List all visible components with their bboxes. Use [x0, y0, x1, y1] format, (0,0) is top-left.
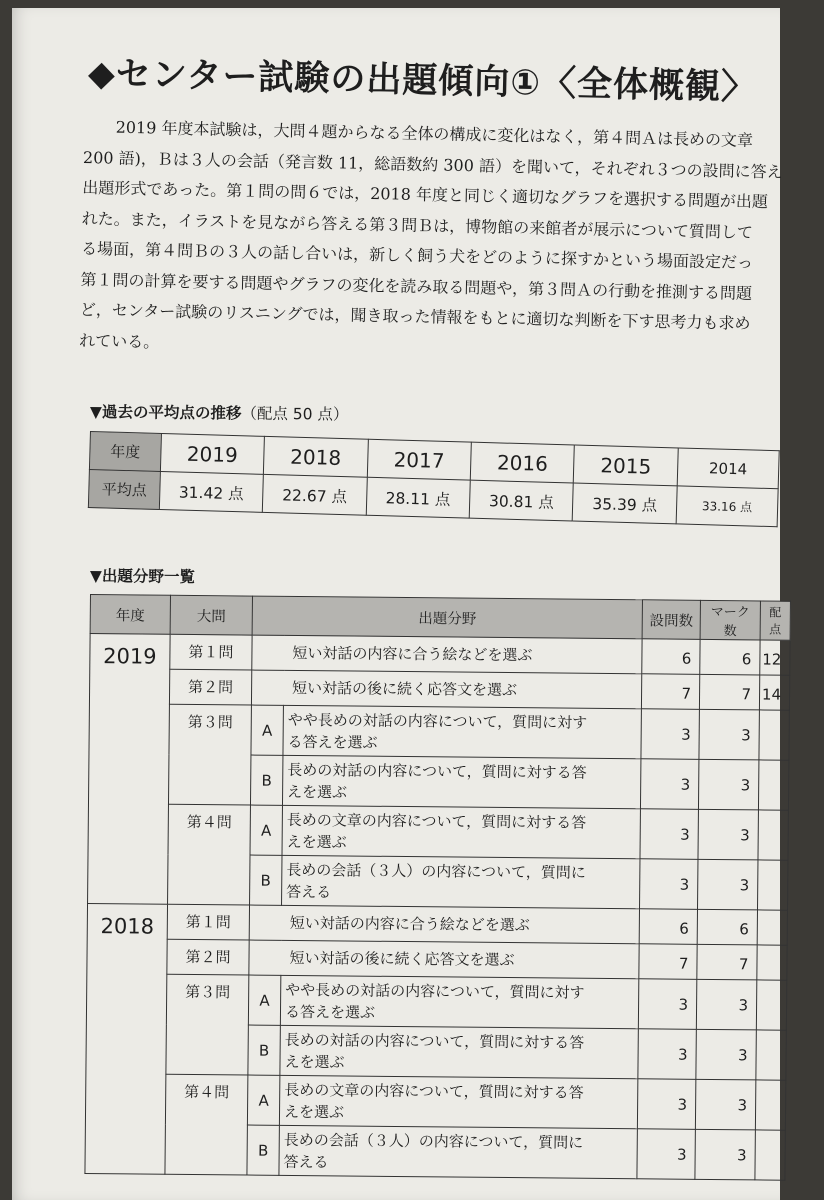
part-cell: A [247, 1075, 279, 1125]
points-cell: 12 [760, 640, 790, 675]
part-cell: B [247, 1125, 279, 1175]
field-description-cell [282, 855, 640, 908]
major-question-cell: 第２問 [167, 939, 249, 975]
avg-year-cell: 2016 [470, 442, 574, 483]
field-description-cell [252, 635, 642, 674]
fields-table [84, 594, 791, 1181]
avg-score-cell: 31.42 点 [159, 471, 263, 512]
points-cell [758, 760, 788, 810]
avg-score-table [88, 431, 780, 527]
field-description-line: えを選ぶ [286, 832, 347, 851]
major-question-cell: 第２問 [169, 669, 251, 705]
avg-score-cell: 28.11 点 [366, 477, 470, 518]
intro-line: れている。 [79, 330, 160, 352]
avg-year-cell: 2014 [677, 448, 779, 489]
table-row [86, 973, 786, 1030]
header-year: 年度 [90, 595, 170, 635]
part-cell: B [248, 1025, 280, 1075]
major-question-cell: 第１問 [170, 634, 252, 670]
field-description-line: る答えを選ぶ [284, 1002, 376, 1022]
avg-year-cell: 2018 [263, 436, 367, 477]
intro-line: 200 語)，Ｂは３人の会話（発言数 11，総語数約 300 語）を聞いて，それぞれ３つの設問に答え [82, 147, 783, 182]
count-cell: 6 [642, 639, 700, 675]
header-mark: マーク数 [700, 600, 760, 640]
avg-score-label: 平均点 [88, 469, 160, 509]
field-description-line: 長めの対話の内容について，質問に対する答 [284, 1030, 585, 1052]
fields-header-row [90, 595, 790, 641]
header-field: 出題分野 [252, 596, 642, 639]
field-description-cell [279, 1125, 637, 1178]
count-cell: 6 [639, 909, 697, 945]
mark-cell: 3 [696, 979, 756, 1030]
mark-cell: 3 [695, 1129, 755, 1180]
points-cell: 14 [759, 675, 789, 710]
field-description-cell [279, 1075, 637, 1128]
field-description-line: 長めの対話の内容について，質問に対する答 [287, 760, 587, 782]
major-question-cell: 第３問 [166, 974, 249, 1075]
points-cell [757, 945, 787, 980]
mark-cell: 7 [699, 674, 759, 710]
field-description-line: えを選ぶ [284, 1052, 345, 1071]
field-description-cell [280, 1025, 638, 1078]
major-question-cell: 第１問 [167, 904, 249, 940]
avg-year-cell: 2017 [367, 439, 471, 480]
header-major: 大問 [170, 595, 252, 635]
avg-score-cell: 33.16 点 [676, 486, 778, 527]
count-cell: 7 [641, 674, 699, 710]
mark-cell: 3 [698, 859, 758, 910]
field-description-cell [280, 975, 638, 1028]
mark-cell: 7 [697, 944, 757, 980]
avg-score-cell: 30.81 点 [469, 480, 573, 521]
intro-line: 出題形式であった。第１問の問６では，2018 年度と同じく適切なグラフを選択する問題が出題 [82, 177, 769, 212]
mark-cell: 6 [700, 639, 760, 675]
count-cell: 3 [640, 759, 698, 810]
header-count: 設問数 [642, 600, 700, 640]
count-cell: 3 [637, 1129, 695, 1180]
points-cell [755, 1130, 785, 1180]
mark-cell: 3 [698, 809, 758, 860]
field-description-line: 短い対話の後に続く応答文を選ぶ [289, 948, 515, 970]
field-description-line: 答える [283, 1152, 329, 1171]
major-question-cell: 第４問 [165, 1074, 248, 1175]
field-description-line: 長めの文章の内容について，質問に対する答 [286, 810, 587, 832]
fields-heading: ▼出題分野一覧 [89, 567, 195, 587]
field-description-line: る答えを選ぶ [287, 732, 378, 752]
field-description-line: やや長めの対話の内容について，質問に対す [285, 980, 585, 1002]
part-cell: B [250, 855, 282, 905]
field-description-cell [251, 670, 641, 709]
field-description-cell [283, 705, 641, 758]
field-description-line: 短い対話の内容に合う絵などを選ぶ [292, 643, 533, 665]
table-row [85, 1073, 785, 1130]
points-cell [755, 1080, 785, 1130]
intro-line: 第１問の計算を要する問題やグラフの変化を読み取る問題や，第３問Ａの行動を推測する問題 [80, 269, 753, 303]
points-cell [758, 810, 788, 860]
count-cell: 3 [640, 859, 698, 910]
field-description-line: 長めの会話（３人）の内容について，質問に [283, 1130, 584, 1152]
intro-line: る場面，第４問Ｂの３人の話し合いは，新しく飼う犬をどのように探すかという場面設定だっ [80, 238, 754, 273]
field-description-line: えを選ぶ [287, 782, 348, 801]
field-description-cell [249, 940, 639, 979]
field-description-line: 長めの会話（３人）の内容について，質問に [286, 860, 586, 882]
major-question-cell: 第３問 [168, 704, 251, 805]
avg-heading-note: （配点 50 点） [241, 404, 349, 424]
part-cell: A [251, 705, 283, 755]
year-cell: 2019 [88, 634, 171, 905]
year-cell: 2018 [85, 903, 168, 1174]
avg-year-cell: 2015 [574, 445, 678, 486]
avg-score-cell: 35.39 点 [573, 483, 677, 524]
part-cell: A [248, 975, 280, 1025]
field-description-line: 短い対話の内容に合う絵などを選ぶ [289, 913, 530, 935]
avg-year-label: 年度 [89, 432, 161, 472]
textbook-page [12, 8, 783, 1200]
points-cell [757, 860, 787, 910]
points-cell [756, 1030, 786, 1080]
points-cell [759, 710, 789, 760]
count-cell: 3 [640, 809, 698, 860]
header-points: 配点 [760, 601, 790, 640]
mark-cell: 6 [697, 909, 757, 945]
avg-score-heading [90, 400, 349, 425]
count-cell: 3 [641, 709, 699, 760]
count-cell: 3 [638, 1029, 696, 1080]
mark-cell: 3 [699, 709, 759, 760]
intro-paragraph [79, 112, 824, 371]
mark-cell: 3 [698, 759, 758, 810]
points-cell [756, 980, 786, 1030]
count-cell: 3 [637, 1079, 695, 1130]
field-description-line: 長めの文章の内容について，質問に対する答 [284, 1080, 584, 1102]
fields-table-body [85, 595, 791, 1181]
field-description-line: 答える [286, 882, 332, 901]
field-description-cell [282, 755, 640, 808]
page-title: ◆センター試験の出題傾向①〈全体概観〉 [87, 54, 758, 109]
intro-line: 2019 年度本試験は，大問４題からなる全体の構成に変化はなく，第４問Ａは長めの文章 [115, 117, 754, 151]
part-cell: A [250, 805, 282, 855]
field-description-cell [249, 905, 639, 944]
mark-cell: 3 [696, 1029, 756, 1080]
major-question-cell: 第４問 [168, 804, 251, 905]
field-description-line: 短い対話の後に続く応答文を選ぶ [292, 678, 518, 700]
intro-line: れた。また，イラストを見ながら答える第３問Ｂは，博物館の来館者が展示について質問して [81, 208, 754, 242]
avg-year-cell: 2019 [160, 433, 264, 474]
intro-line: ど，センター試験のリスニングでは，聞き取った情報をもとに適切な判断を下す思考力も求め [79, 299, 751, 334]
count-cell: 7 [639, 944, 697, 980]
table-row [88, 803, 788, 860]
avg-score-cell: 22.67 点 [262, 474, 366, 515]
points-cell [757, 910, 787, 945]
count-cell: 3 [638, 979, 696, 1030]
part-cell: B [250, 755, 282, 805]
table-row [89, 703, 789, 760]
avg-heading-text: ▼過去の平均点の推移 [89, 403, 242, 423]
field-description-line: えを選ぶ [283, 1102, 345, 1121]
field-description-line: やや長めの対話の内容について，質問に対す [287, 710, 588, 732]
field-description-cell [282, 805, 640, 858]
mark-cell: 3 [695, 1079, 755, 1130]
